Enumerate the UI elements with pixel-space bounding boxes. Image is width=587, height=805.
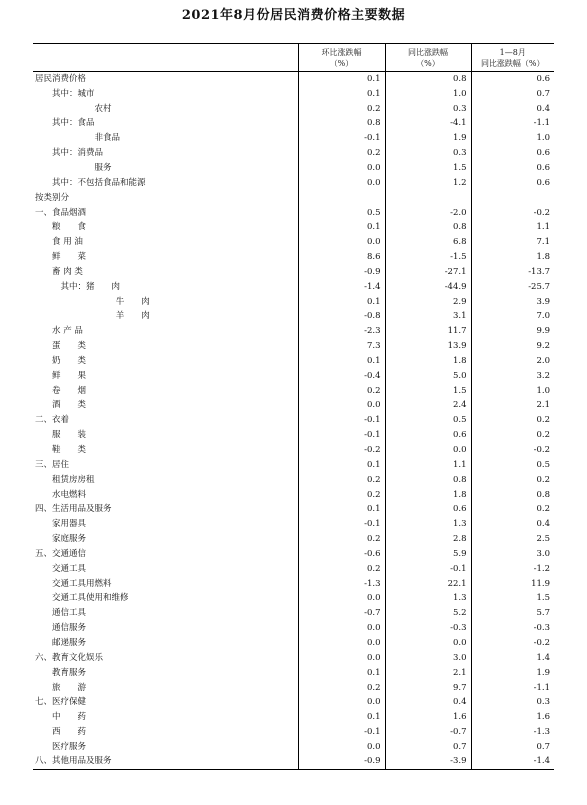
ytd-value: 1.1: [471, 220, 554, 235]
table-row: [33, 235, 554, 250]
table-row: [33, 264, 554, 279]
ytd-value: -1.4: [471, 754, 554, 769]
mom-value: 0.1: [298, 665, 385, 680]
yoy-value: -1.5: [385, 250, 471, 265]
yoy-value: 22.1: [385, 576, 471, 591]
row-label: 家用器具: [52, 519, 87, 530]
mom-value: 0.0: [298, 695, 385, 710]
mom-value: [298, 190, 385, 205]
table-row: [33, 175, 554, 190]
row-label: 鲜 果: [52, 370, 87, 381]
mom-value: -1.4: [298, 279, 385, 294]
table-row: [33, 472, 554, 487]
ytd-value: 0.2: [471, 413, 554, 428]
row-label: 交通工具使用和维修: [52, 593, 129, 604]
ytd-value: 1.0: [471, 131, 554, 146]
ytd-value: 1.6: [471, 710, 554, 725]
mom-value: -0.1: [298, 131, 385, 146]
table-row: [33, 220, 554, 235]
yoy-value: 2.8: [385, 532, 471, 547]
ytd-value: 0.6: [471, 146, 554, 161]
table-row: [33, 710, 554, 725]
ytd-value: 0.6: [471, 72, 554, 87]
ytd-value: -0.2: [471, 205, 554, 220]
yoy-value: 0.0: [385, 636, 471, 651]
row-label: 旅 游: [52, 682, 87, 693]
ytd-value: 0.6: [471, 175, 554, 190]
ytd-value: 3.0: [471, 547, 554, 562]
mom-value: -0.1: [298, 428, 385, 443]
row-label: 鲜 菜: [52, 252, 87, 263]
table-header: [33, 44, 554, 72]
header-yoy-label: 同比涨跌幅 （%）: [408, 47, 448, 68]
table-body: [33, 72, 554, 770]
mom-value: 0.1: [298, 502, 385, 517]
row-label: 家庭服务: [52, 534, 87, 545]
mom-value: 0.2: [298, 101, 385, 116]
yoy-value: -0.1: [385, 561, 471, 576]
ytd-value: 2.1: [471, 398, 554, 413]
yoy-value: 0.4: [385, 695, 471, 710]
yoy-value: 3.0: [385, 650, 471, 665]
mom-value: -0.9: [298, 264, 385, 279]
row-label: 牛 肉: [115, 296, 150, 307]
table-row: [33, 294, 554, 309]
table-row: [33, 754, 554, 769]
table-row: [33, 279, 554, 294]
yoy-value: 1.6: [385, 710, 471, 725]
ytd-value: 2.0: [471, 354, 554, 369]
yoy-value: 1.1: [385, 457, 471, 472]
yoy-value: 13.9: [385, 339, 471, 354]
table-row: [33, 428, 554, 443]
mom-value: 0.0: [298, 175, 385, 190]
row-label: 中 药: [52, 712, 87, 723]
mom-value: 0.0: [298, 650, 385, 665]
row-label: 羊 肉: [115, 311, 150, 322]
ytd-value: 0.2: [471, 428, 554, 443]
yoy-value: 1.2: [385, 175, 471, 190]
yoy-value: 0.8: [385, 472, 471, 487]
mom-value: 0.0: [298, 235, 385, 250]
row-label: 五、交通通信: [35, 548, 87, 559]
table-row: [33, 86, 554, 101]
yoy-value: 2.1: [385, 665, 471, 680]
row-label: 水 产 品: [52, 326, 83, 337]
yoy-value: 0.3: [385, 101, 471, 116]
table-row: [33, 161, 554, 176]
mom-value: 0.2: [298, 383, 385, 398]
row-label: 其中：消费品: [52, 148, 104, 159]
table-row: [33, 383, 554, 398]
row-label: 教育服务: [52, 667, 87, 678]
row-label: 四、生活用品及服务: [35, 504, 112, 515]
yoy-value: 1.5: [385, 383, 471, 398]
row-label: 农村: [94, 103, 112, 114]
table-row: [33, 621, 554, 636]
header-row: [33, 44, 554, 72]
table-row: [33, 205, 554, 220]
ytd-value: 1.8: [471, 250, 554, 265]
mom-value: 0.5: [298, 205, 385, 220]
ytd-value: 0.2: [471, 502, 554, 517]
ytd-value: 0.8: [471, 487, 554, 502]
mom-value: 0.2: [298, 487, 385, 502]
yoy-value: 1.8: [385, 487, 471, 502]
table-row: [33, 368, 554, 383]
row-label: 其中：食品: [52, 118, 95, 129]
yoy-value: -0.7: [385, 725, 471, 740]
ytd-value: 1.9: [471, 665, 554, 680]
mom-value: 0.1: [298, 294, 385, 309]
mom-value: -0.1: [298, 725, 385, 740]
mom-value: -0.1: [298, 413, 385, 428]
row-label: 服 装: [52, 430, 87, 441]
mom-value: 0.1: [298, 457, 385, 472]
table-row: [33, 413, 554, 428]
yoy-value: 11.7: [385, 324, 471, 339]
row-label: 卷 烟: [52, 385, 87, 396]
row-label: 服务: [94, 162, 112, 173]
header-ytd-column: [471, 44, 554, 72]
table-row: [33, 324, 554, 339]
table-row: [33, 116, 554, 131]
row-label: 二、衣着: [35, 415, 70, 426]
yoy-value: -2.0: [385, 205, 471, 220]
yoy-value: [385, 190, 471, 205]
row-label: 鞋 类: [52, 445, 87, 456]
table-row: [33, 339, 554, 354]
row-label: 通信工具: [52, 608, 87, 619]
table-row: [33, 725, 554, 740]
row-label: 粮 食: [52, 222, 87, 233]
yoy-value: 1.5: [385, 161, 471, 176]
ytd-value: 0.5: [471, 457, 554, 472]
row-label: 租赁房房租: [52, 474, 95, 485]
mom-value: 0.0: [298, 591, 385, 606]
mom-value: -0.7: [298, 606, 385, 621]
mom-value: -0.9: [298, 754, 385, 769]
row-label: 八、其他用品及服务: [33, 754, 298, 769]
ytd-value: -1.3: [471, 725, 554, 740]
table-row: [33, 680, 554, 695]
mom-value: 0.2: [298, 472, 385, 487]
row-label: 邮递服务: [52, 637, 87, 648]
row-label: 居民消费价格: [35, 74, 87, 85]
yoy-value: -3.9: [385, 754, 471, 769]
ytd-value: 0.3: [471, 695, 554, 710]
mom-value: 0.0: [298, 621, 385, 636]
mom-value: 8.6: [298, 250, 385, 265]
ytd-value: 3.2: [471, 368, 554, 383]
mom-value: 0.1: [298, 72, 385, 87]
mom-value: 0.1: [298, 354, 385, 369]
ytd-value: 1.5: [471, 591, 554, 606]
yoy-value: 0.6: [385, 428, 471, 443]
mom-value: 0.0: [298, 636, 385, 651]
row-label: 其中：不包括食品和能源: [52, 177, 146, 188]
table-row: [33, 665, 554, 680]
table-row: [33, 517, 554, 532]
row-label: 食 用 油: [52, 237, 83, 248]
row-label: 医疗服务: [52, 741, 87, 752]
table-row: [33, 146, 554, 161]
ytd-value: 7.1: [471, 235, 554, 250]
ytd-value: -1.2: [471, 561, 554, 576]
table-row: [33, 739, 554, 754]
mom-value: -1.3: [298, 576, 385, 591]
row-label: 酒 类: [52, 400, 87, 411]
ytd-value: 0.7: [471, 739, 554, 754]
table-row: [33, 650, 554, 665]
row-label: 交通工具: [52, 563, 87, 574]
row-label: 七、医疗保健: [35, 697, 87, 708]
yoy-value: 1.3: [385, 591, 471, 606]
mom-value: 0.0: [298, 739, 385, 754]
ytd-value: -25.7: [471, 279, 554, 294]
ytd-value: 1.4: [471, 650, 554, 665]
ytd-value: 7.0: [471, 309, 554, 324]
row-label: 畜 肉 类: [52, 266, 83, 277]
ytd-value: 11.9: [471, 576, 554, 591]
row-label: 蛋 类: [52, 341, 87, 352]
header-mom-column: [298, 44, 385, 72]
ytd-value: -13.7: [471, 264, 554, 279]
mom-value: 0.2: [298, 680, 385, 695]
yoy-value: 0.0: [385, 443, 471, 458]
document-title: 2021年8月份居民消费价格主要数据: [181, 8, 406, 23]
ytd-value: 0.7: [471, 86, 554, 101]
header-item-column: [33, 44, 298, 72]
ytd-value: 0.4: [471, 101, 554, 116]
table-row: [33, 101, 554, 116]
yoy-value: 0.5: [385, 413, 471, 428]
mom-value: 0.1: [298, 710, 385, 725]
ytd-value: 0.2: [471, 472, 554, 487]
row-label: 水电燃料: [52, 489, 87, 500]
table-row: [33, 502, 554, 517]
ytd-value: [471, 190, 554, 205]
table-row: [33, 190, 554, 205]
yoy-value: 5.0: [385, 368, 471, 383]
row-label: 其中：猪 肉: [60, 281, 121, 292]
yoy-value: -0.3: [385, 621, 471, 636]
header-ytd-label: 1—8月 同比涨跌幅（%）: [480, 47, 545, 68]
yoy-value: 9.7: [385, 680, 471, 695]
yoy-value: -27.1: [385, 264, 471, 279]
header-yoy-column: [385, 44, 471, 72]
yoy-value: 0.6: [385, 502, 471, 517]
yoy-value: 1.0: [385, 86, 471, 101]
ytd-value: 9.9: [471, 324, 554, 339]
table-row: [33, 398, 554, 413]
ytd-value: -1.1: [471, 116, 554, 131]
yoy-value: 0.8: [385, 220, 471, 235]
row-label: 西 药: [52, 727, 87, 738]
mom-value: -0.4: [298, 368, 385, 383]
row-label: 通信服务: [52, 623, 87, 634]
mom-value: -0.8: [298, 309, 385, 324]
table-row: [33, 72, 554, 87]
table-row: [33, 547, 554, 562]
row-label: 非食品: [94, 133, 121, 144]
mom-value: 7.3: [298, 339, 385, 354]
ytd-value: 9.2: [471, 339, 554, 354]
mom-value: -0.1: [298, 517, 385, 532]
header-mom-label: 环比涨跌幅 （%）: [321, 47, 362, 68]
mom-value: -0.2: [298, 443, 385, 458]
ytd-value: 0.4: [471, 517, 554, 532]
table-row: [33, 487, 554, 502]
ytd-value: -0.2: [471, 443, 554, 458]
mom-value: -0.6: [298, 547, 385, 562]
mom-value: 0.2: [298, 146, 385, 161]
yoy-value: 5.9: [385, 547, 471, 562]
table-row: [33, 695, 554, 710]
yoy-value: 0.7: [385, 739, 471, 754]
ytd-value: 5.7: [471, 606, 554, 621]
row-label: 一、食品烟酒: [35, 207, 87, 218]
yoy-value: 3.1: [385, 309, 471, 324]
ytd-value: -1.1: [471, 680, 554, 695]
yoy-value: 6.8: [385, 235, 471, 250]
table-row: [33, 561, 554, 576]
mom-value: -2.3: [298, 324, 385, 339]
mom-value: 0.2: [298, 561, 385, 576]
yoy-value: 5.2: [385, 606, 471, 621]
table-row: [33, 636, 554, 651]
yoy-value: 1.9: [385, 131, 471, 146]
table-row: [33, 457, 554, 472]
mom-value: 0.0: [298, 398, 385, 413]
mom-value: 0.1: [298, 220, 385, 235]
cpi-data-table: [33, 43, 554, 770]
mom-value: 0.0: [298, 161, 385, 176]
table-row: [33, 591, 554, 606]
yoy-value: 1.3: [385, 517, 471, 532]
yoy-value: -4.1: [385, 116, 471, 131]
ytd-value: 0.6: [471, 161, 554, 176]
yoy-value: -44.9: [385, 279, 471, 294]
table-row: [33, 131, 554, 146]
row-label: 其中：城市: [52, 88, 95, 99]
yoy-value: 2.4: [385, 398, 471, 413]
ytd-value: -0.2: [471, 636, 554, 651]
ytd-value: 2.5: [471, 532, 554, 547]
row-label: 三、居住: [35, 459, 70, 470]
yoy-value: 1.8: [385, 354, 471, 369]
yoy-value: 0.3: [385, 146, 471, 161]
mom-value: 0.8: [298, 116, 385, 131]
table-row: [33, 309, 554, 324]
ytd-value: -0.3: [471, 621, 554, 636]
table-row: [33, 354, 554, 369]
ytd-value: 1.0: [471, 383, 554, 398]
table-row: [33, 606, 554, 621]
table-row: [33, 532, 554, 547]
yoy-value: 0.8: [385, 72, 471, 87]
row-label: 交通工具用燃料: [52, 578, 112, 589]
mom-value: 0.2: [298, 532, 385, 547]
table-row: [33, 250, 554, 265]
row-label: 按类别分: [35, 192, 70, 203]
yoy-value: 2.9: [385, 294, 471, 309]
mom-value: 0.1: [298, 86, 385, 101]
table-row: [33, 576, 554, 591]
ytd-value: 3.9: [471, 294, 554, 309]
table-row: [33, 443, 554, 458]
row-label: 六、教育文化娱乐: [35, 652, 104, 663]
row-label: 奶 类: [52, 355, 87, 366]
